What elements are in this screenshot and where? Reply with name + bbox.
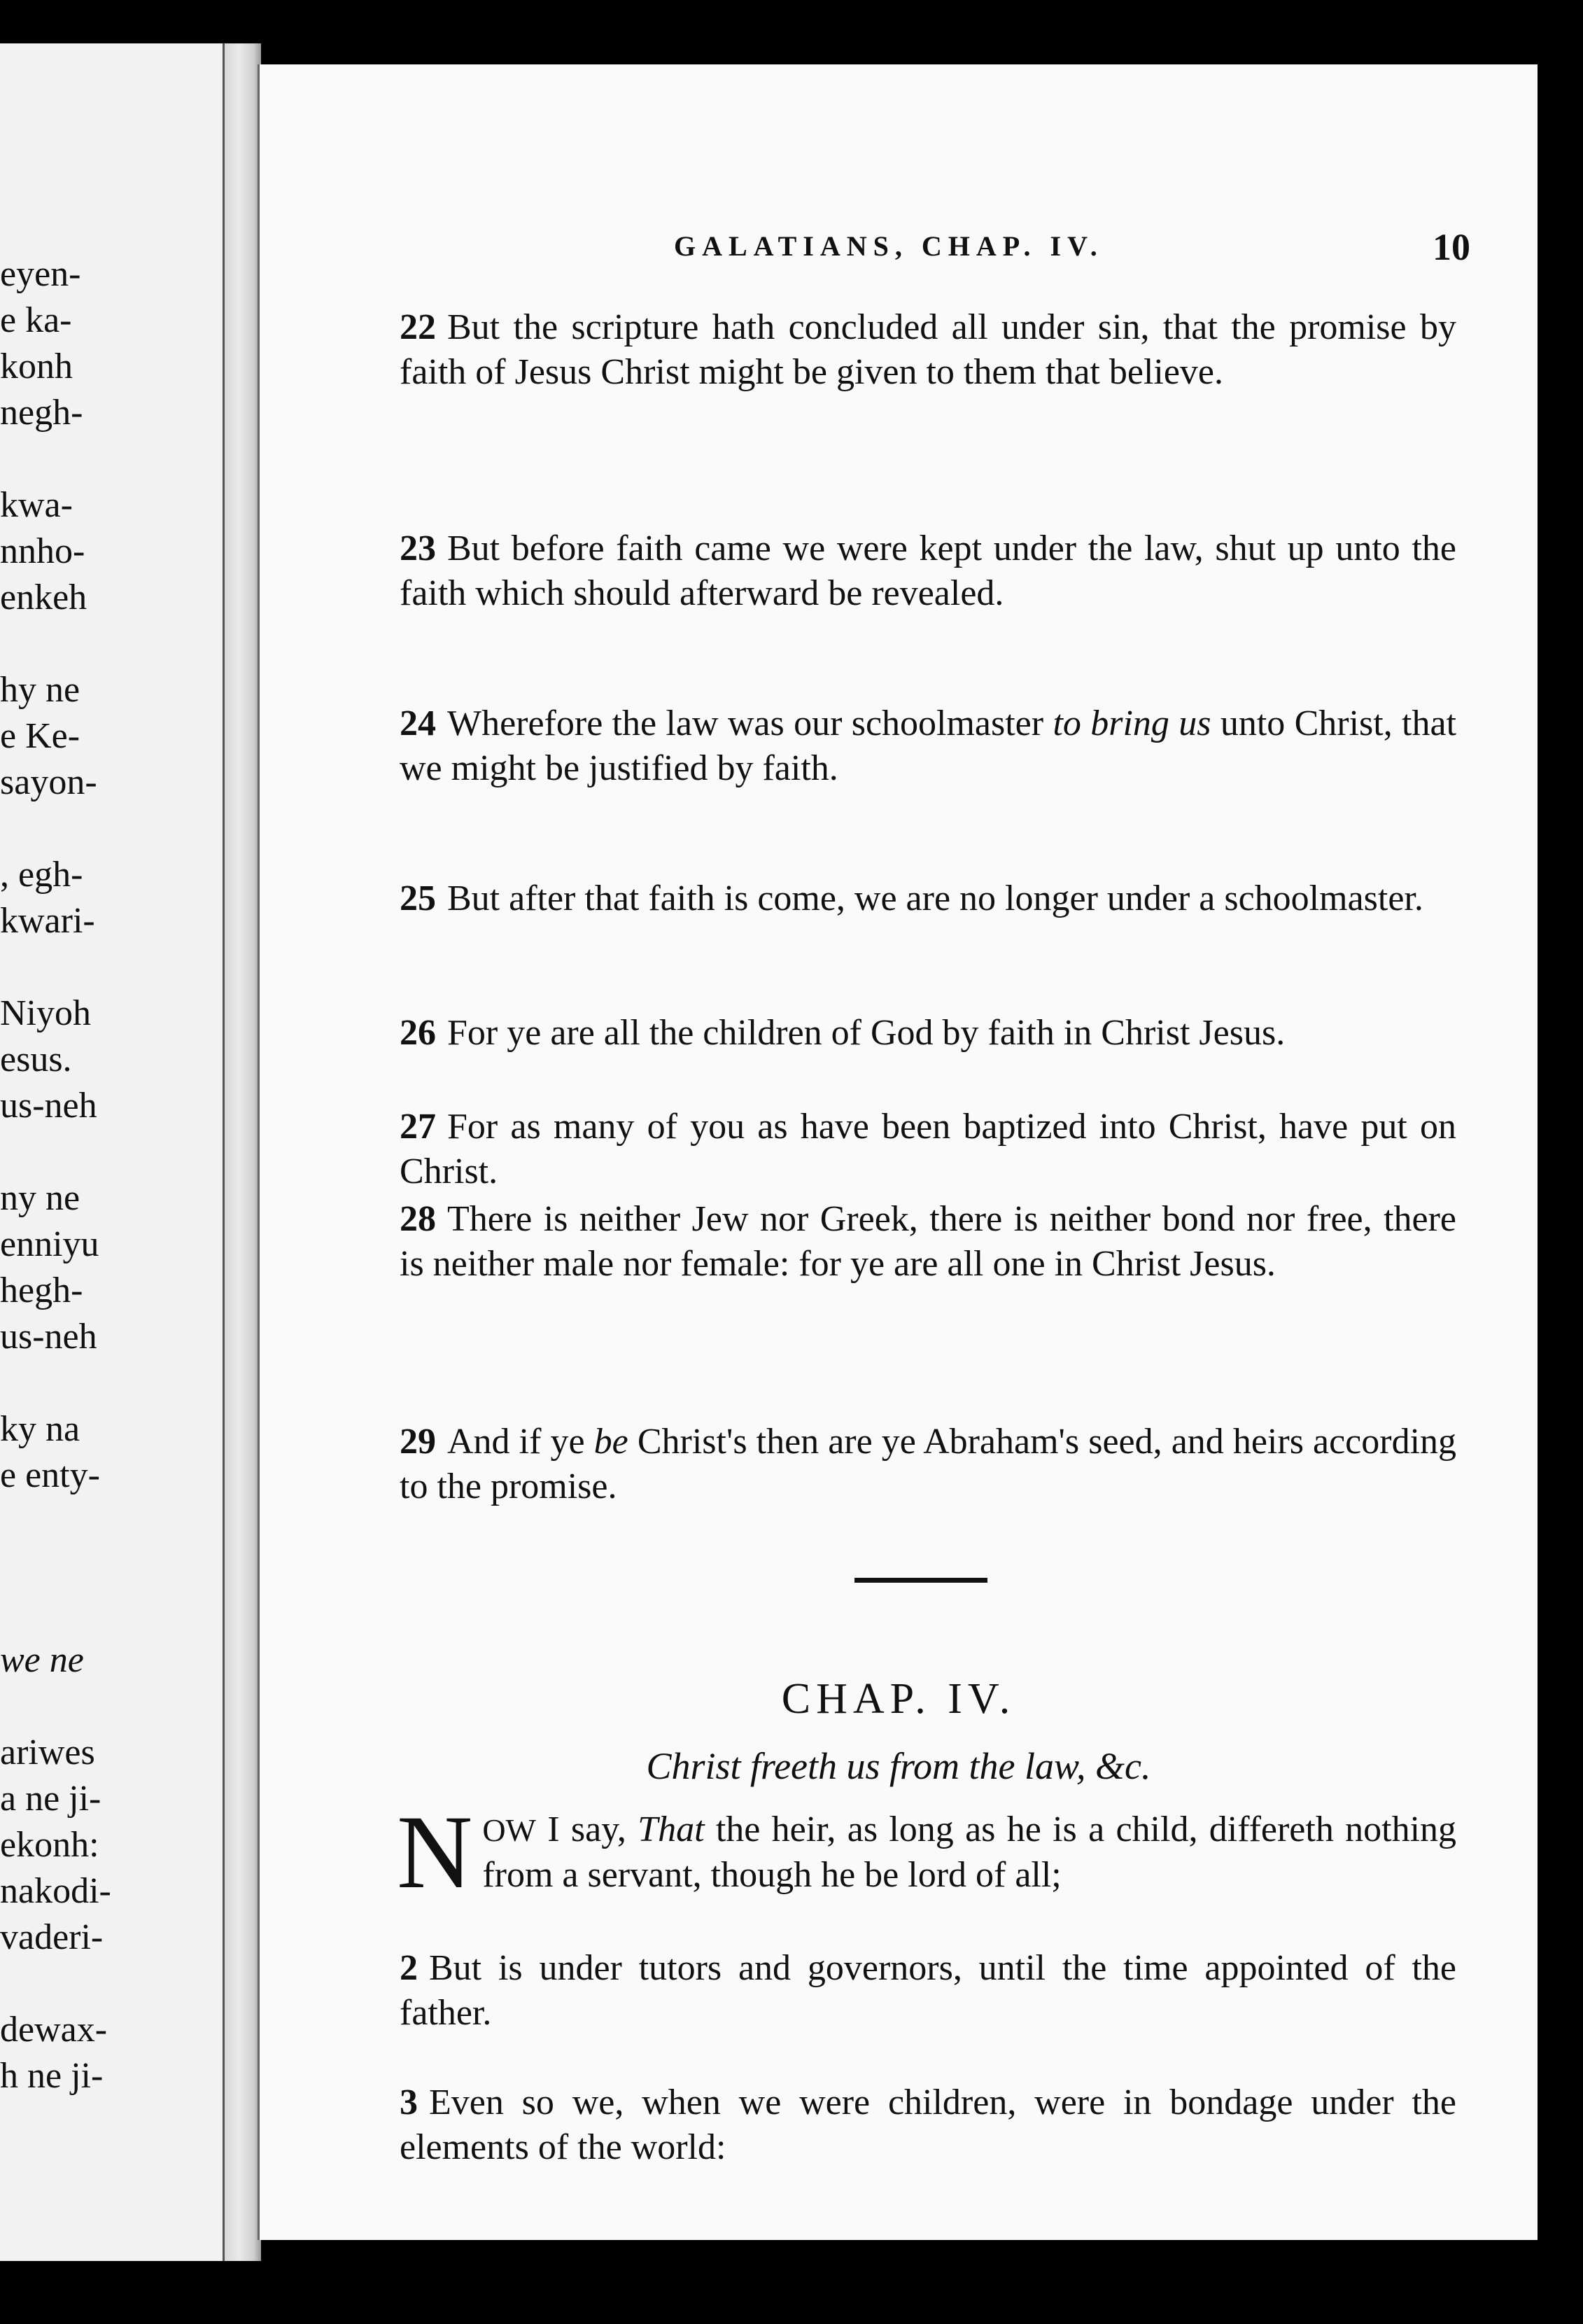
verse-text: Christ's then are ye Abraham's seed, and heirs according to the promise. [400, 1422, 1457, 1506]
verse-text: But the scripture hath concluded all under sin, that the promise by faith of Jesus Christ might be given to them that believe. [400, 307, 1456, 392]
verse-text: For as many of you as have been baptized into Christ, have put on Christ. [400, 1107, 1456, 1191]
facing-line: us-neh [0, 1086, 97, 1126]
verse-italic: be [593, 1422, 628, 1462]
verse-text: For ye are all the children of God by faith in Christ Jesus. [447, 1013, 1286, 1053]
verse-number: 23 [400, 528, 436, 568]
chapter-title: CHAP. IV. [781, 1675, 1016, 1723]
facing-line: enkeh [0, 578, 87, 617]
facing-line: kwa- [0, 485, 73, 525]
book-gutter [223, 43, 261, 2261]
facing-line: h ne ji- [0, 2056, 104, 2096]
verse-24 [400, 701, 1456, 791]
verse-text: But after that faith is come, we are no longer under a schoolmaster. [447, 878, 1423, 918]
facing-line: hegh- [0, 1270, 83, 1310]
verse-text: There is neither Jew nor Greek, there is neither bond nor free, there is neither male nor female: for ye are all one in Christ Jesus. [400, 1199, 1456, 1284]
verse-text: Even so we, when we were children, were in bondage under the elements of the world: [400, 2082, 1456, 2167]
page-header [260, 225, 1538, 281]
facing-line: esus. [0, 1040, 72, 1079]
facing-line: Niyoh [0, 993, 91, 1033]
facing-line: e enty- [0, 1455, 100, 1495]
chapter-verse-1 [397, 1794, 1457, 1910]
facing-line: e ka- [0, 300, 72, 340]
verse-number: 29 [400, 1422, 436, 1462]
facing-line: enniyu [0, 1224, 99, 1264]
verse-text: And if ye [447, 1422, 585, 1462]
verse-26 [400, 1011, 1456, 1056]
chapter-summary: Christ freeth us from the law, &c. [646, 1745, 1151, 1787]
verse-number: 27 [400, 1107, 436, 1147]
facing-line: eyen- [0, 254, 81, 294]
facing-line: konh [0, 346, 73, 386]
facing-line: nnho- [0, 531, 85, 571]
drop-cap: N [397, 1794, 473, 1910]
facing-line: dewax- [0, 2010, 108, 2050]
verse-text: I say, [547, 1809, 626, 1849]
facing-line: negh- [0, 393, 83, 433]
chapter-verse-3 [400, 2080, 1456, 2170]
verse-number: 26 [400, 1013, 436, 1053]
verse-italic: That [638, 1809, 705, 1849]
page-number: 10 [1433, 226, 1470, 268]
facing-line: sayon- [0, 762, 97, 802]
facing-line: ekonh: [0, 1825, 99, 1865]
verse-number: 2 [400, 1948, 418, 1988]
verse-text: unto Christ, that we might be justified by faith. [400, 704, 1457, 788]
facing-line: a ne ji- [0, 1779, 101, 1819]
facing-line: e Ke- [0, 716, 80, 756]
verse-number: 3 [400, 2082, 418, 2122]
facing-line: , egh- [0, 855, 83, 895]
verse-number: 28 [400, 1199, 436, 1239]
verse-number: 24 [400, 704, 436, 743]
facing-line: us-neh [0, 1317, 97, 1357]
facing-line: we ne [0, 1640, 84, 1680]
verse-text: the heir, as long as he is a child, differeth nothing from a servant, though he be lord of all; [482, 1809, 1457, 1895]
verse-29 [400, 1420, 1456, 1509]
section-divider-rule [854, 1578, 987, 1583]
verse-27 [400, 1105, 1456, 1194]
verse-italic: to bring us [1053, 704, 1211, 743]
verse-text: But before faith came we were kept under the law, shut up unto the faith which should afterward be revealed. [400, 528, 1456, 613]
facing-line: ariwes [0, 1732, 95, 1772]
facing-page-fragment [0, 43, 227, 2261]
facing-line: kwari- [0, 901, 95, 941]
verse-28 [400, 1197, 1456, 1287]
verse-25 [400, 876, 1456, 921]
verse-text: But is under tutors and governors, until the time appointed of the father. [400, 1948, 1456, 2033]
facing-line: hy ne [0, 670, 80, 710]
facing-line: nakodi- [0, 1871, 111, 1911]
verse-text: Wherefore the law was our schoolmaster [447, 704, 1044, 743]
verse-23 [400, 526, 1456, 616]
verse-number: 25 [400, 878, 436, 918]
facing-line: ky na [0, 1409, 80, 1449]
opening-smallcaps: OW [482, 1812, 536, 1848]
facing-line: ny ne [0, 1178, 80, 1218]
book-page [258, 64, 1538, 2240]
chapter-verse-2 [400, 1946, 1456, 2036]
verse-number: 22 [400, 307, 436, 347]
facing-line: vaderi- [0, 1917, 104, 1957]
running-head: GALATIANS, CHAP. IV. [674, 230, 1104, 262]
verse-22 [400, 305, 1456, 395]
